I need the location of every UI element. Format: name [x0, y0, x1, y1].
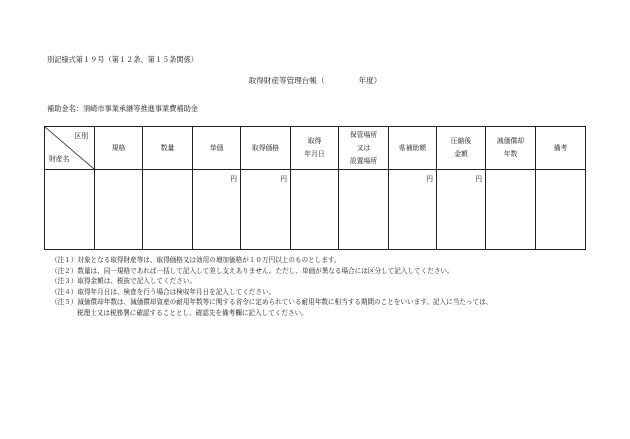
- note-4-text: 取得年月日は、検査を行う場合は検収年月日を記入してください。: [77, 287, 276, 296]
- header-spec-label: 規格: [111, 143, 126, 152]
- header-spec: [95, 127, 143, 170]
- header-quantity: [143, 127, 193, 170]
- cell-spec[interactable]: [95, 170, 143, 250]
- header-prefecture-subsidy: [389, 127, 437, 170]
- entry-row: [45, 170, 586, 250]
- header-prefecture-subsidy-label: 県補助額: [398, 143, 427, 152]
- header-remarks-label: 備考: [553, 143, 568, 152]
- note-3-number: （注３）: [51, 277, 78, 286]
- cell-remarks[interactable]: [536, 170, 586, 250]
- diag-row-label: 財産名: [49, 155, 70, 163]
- diagonal-header-cell: [45, 127, 95, 170]
- note-4: [51, 287, 492, 298]
- note-4-number: （注４）: [51, 287, 78, 296]
- cell-compressed-amount[interactable]: [437, 170, 486, 250]
- header-row: [45, 127, 586, 170]
- header-depreciation-line1: 減価償却: [496, 137, 525, 145]
- note-1-number: （注１）: [51, 256, 78, 264]
- cell-unit-price[interactable]: [193, 170, 241, 250]
- note-3-text: 取得金額は、税抜で記入してください。: [77, 277, 197, 286]
- header-depreciation-years: [486, 127, 536, 170]
- form-number: 別記様式第１９号（第１２条、第１５条関係）: [47, 55, 198, 64]
- cell-storage-location[interactable]: [339, 170, 389, 250]
- cell-acquisition-date[interactable]: [291, 170, 339, 250]
- acquisition-price-yen: 円: [280, 175, 287, 183]
- prefecture-subsidy-yen: 円: [426, 175, 433, 183]
- document-title: [0, 75, 630, 86]
- title-year-suffix: 年度）: [358, 76, 382, 85]
- header-compressed-line2: 金額: [454, 150, 468, 158]
- notes-section: [51, 255, 492, 319]
- header-acquisition-date: [291, 127, 339, 170]
- header-acquisition-date-line1: 取得: [307, 137, 322, 145]
- header-acquisition-date-line2: 年月日: [304, 150, 325, 158]
- note-2-number: （注２）: [51, 266, 78, 275]
- cell-asset-name[interactable]: [45, 170, 95, 250]
- subsidy-name: 補助金名：須崎市事業承継等推進事業費補助金: [47, 104, 198, 113]
- cell-acquisition-price[interactable]: [241, 170, 291, 250]
- diag-column-label: 区別: [74, 132, 88, 140]
- title-text: 取得財産等管理台帳（: [248, 76, 325, 85]
- cell-depreciation-years[interactable]: [486, 170, 536, 250]
- header-storage-line2: 又は: [356, 143, 371, 152]
- note-5: [51, 297, 492, 318]
- header-unit-price-label: 単価: [209, 143, 224, 152]
- header-storage-location: [339, 127, 389, 170]
- header-quantity-label: 数量: [160, 143, 175, 152]
- cell-quantity[interactable]: [143, 170, 193, 250]
- note-2-text: 数量は、同一規格であれば一括して記入して差し支えありません。ただし、単価が異なる場合には区分して記入してください。: [77, 266, 454, 275]
- header-depreciation-line2: 年数: [503, 150, 518, 158]
- note-5-number: （注５）: [51, 298, 78, 307]
- note-5-continuation: 税理士又は税務署に確認することとし、確認先を備考欄に記入してください。: [77, 308, 308, 317]
- note-1-text: 対象となる取得財産等は、取得価格又は効用の増加価格が１０万円以上のものとします。: [77, 256, 341, 264]
- unit-price-yen: 円: [230, 175, 237, 183]
- note-2: [51, 266, 492, 277]
- header-storage-line3: 設置場所: [349, 156, 378, 165]
- header-storage-line1: 保管場所: [349, 130, 378, 139]
- cell-prefecture-subsidy[interactable]: [389, 170, 437, 250]
- header-acquisition-price-label: 取得価格: [251, 143, 280, 152]
- compressed-amount-yen: 円: [475, 175, 482, 183]
- note-1: [51, 255, 492, 266]
- asset-ledger-table: [44, 126, 586, 250]
- header-acquisition-price: [241, 127, 291, 170]
- note-3: [51, 276, 492, 287]
- header-unit-price: [193, 127, 241, 170]
- header-compressed-amount: [437, 127, 486, 170]
- note-5-text: 減価償却年数は、減価償却資産の耐用年数等に関する省令に定められている耐用年数に相当する期間のことをいいます。記入に当たっては、: [77, 298, 493, 307]
- header-remarks: [536, 127, 586, 170]
- header-compressed-line1: 圧縮後: [450, 137, 472, 145]
